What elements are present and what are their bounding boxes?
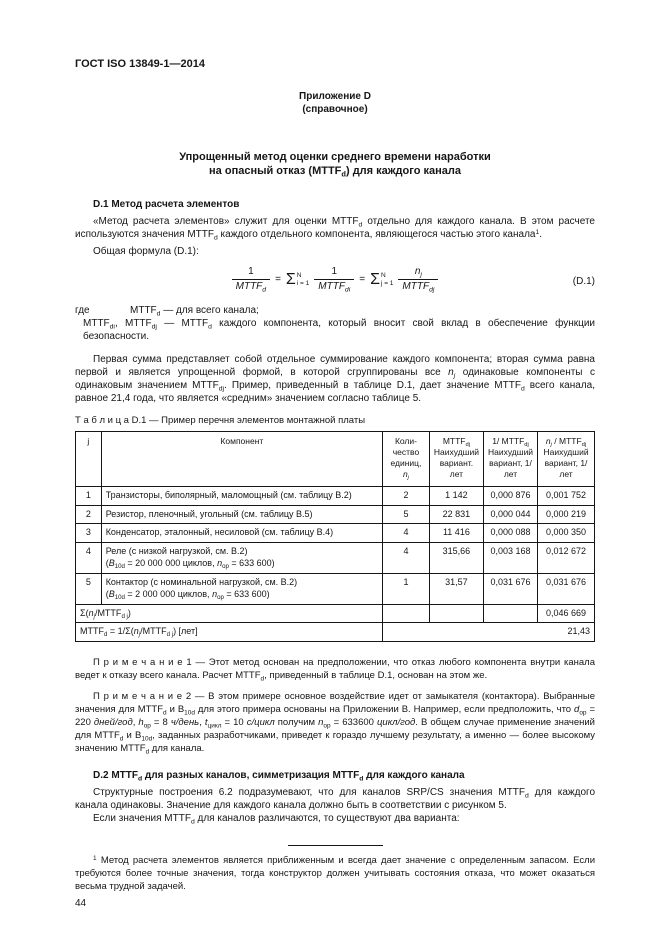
table-row: 5 Контактор (с номинальной нагрузкой, см. B.2) ($B_{10d} = 2$ 000 000 циклов, $n_{op} = 633$ 600) 1 31,57 0,031 676 0,031 676 [76,573,595,604]
section-d2-paragraph-2: Если значения $MTTF_d$ для каналов различаются, то существуют два варианта: [93,812,460,825]
components-table [75,431,595,642]
equals-sign: = [275,274,281,285]
formula-mid-fraction: $\frac{1}{MTTF_{di}}$ [314,266,354,293]
total-row-label: $MTTF_d$ = $1/\Sigma(n_j/MTTF_{d j})$ [лет] [76,623,383,642]
sum-operator-2: Σ N j = 1 [370,270,394,288]
table-total-row [76,623,595,642]
annex-label: Приложение D [299,91,371,102]
header-j: j [76,432,102,487]
header-quantity: Коли-чество единиц, $n_j$ [383,432,430,487]
doc-code: ГОСТ ISO 13849-1—2014 [75,58,205,70]
sum-row-label: $\Sigma(n_j/MTTF_{d j})$ [76,604,383,623]
table-row: 3 Конденсатор, эталонный, несиловой (см. таблицу B.4) 4 11 416 0,000 088 0,000 350 [76,524,595,543]
formula-lhs-fraction: $\frac{1}{MTTF_d}$ [232,266,270,293]
where-line-1: $MTTF_d$ — для всего канала; [130,305,259,318]
sigma-icon: Σ [285,270,296,288]
sum-operator-1: Σ N i = 1 [285,270,310,288]
formula-d1-expression [75,266,595,293]
formula-legend [75,304,595,343]
section-d1-paragraph-1: «Метод расчета элементов» служит для оценки $MTTF_d$ отдельно для каждого канала. В этом расчете используются значения $MTTF_d$ каждого отдельного компонента, являющегося частью этого канала$^1$. [75,216,595,242]
document-title [75,150,595,178]
section-d2-paragraph-1: Структурные построения 6.2 подразумевают, что для каналов SRP/CS значения $MTTF_d$ для каждого канала одинаковы. Значение для каждого канала должно быть в соответствии с рисунком 5. [75,786,595,811]
sigma-icon: Σ [370,270,380,288]
page-number: 44 [75,897,87,909]
note-2: П р и м е ч а н и е 2 — В этом примере основное воздействие идет от замыкателя (контактора). Выбранные значения для $MTTF_d$ и $B_{10d}$ для этого примера основаны на Приложении B. Например, если предположить, что $d_{op} = 220$ дней/год, $h_{op} = 8$ ч/день, $t_{цикл} = 10$ с/цикл получим $n_{op} = 633600$ цикл/год. В общем случае применение значений для $MTTF_d$ и $B_{10d}$, заданных разработчиками, приведет к гораздо лучшему результату, а именно — более высокому значению $MTTF_d$ для канала. [75,690,596,755]
formula-d1 [75,266,595,298]
header-mttf: $MTTF_{dj}$ Наихудший вариант. лет [429,432,483,487]
footnote-divider [288,845,383,846]
table-row: 4 Реле (с низкой нагрузкой, см. B.2) ($B_{10d} = 20$ 000 000 циклов, $n_{op} = 633$ 600) 4 315,66 0,003 168 0,012 672 [76,542,595,573]
footnote-text: $^1$ Метод расчета элементов является приближенным и всегда дает значение с определенным запасом. Если требуются более точные значения, тогда конструктор должен учитывать состояния отказа, что может оказаться весьма трудной задачей. [75,854,595,892]
table-row: 1 Транзисторы, биполярный, маломощный (см. таблицу B.2) 2 1 142 0,000 876 0,001 752 [76,487,595,506]
formula-number: (D.1) [572,276,595,287]
header-inv-mttf: 1/ $MTTF_{dj}$ Наихудший вариант, 1/лет [483,432,537,487]
section-d1-heading: D.1 Метод расчета элементов [93,199,240,210]
header-component: Компонент [101,432,382,487]
section-d1-paragraph-3: Первая сумма представляет собой отдельное суммирование каждого компонента; вторая сумма равна первой и является упрощенной формой, в которой сгруппированы все $n_j$ одинаковые компоненты с одинаковым значением $MTTF_{dj}$. Пример, приведенный в таблице D.1, дает значение $MTTF_d$ всего канала, равное 21,4 года, что является «средним» значением согласно таблице 5. [75,354,595,404]
annex-type: (справочное) [302,104,368,115]
equals-sign: = [359,274,366,285]
table-sum-row [76,604,595,623]
section-d2-heading: D.2 $MTTF_d$ для разных каналов, симметризация $MTTF_d$ для каждого канала [93,769,465,782]
section-d1-paragraph-2: Общая формула (D.1): [93,246,199,257]
formula-rhs-fraction: $\frac{n_j}{MTTF_{dj}}$ [398,266,438,293]
note-1: П р и м е ч а н и е 1 — Этот метод основан на предположении, что отказ любого компонента внутри канала ведет к отказу всего канала. Расчет $MTTF_d$, приведенный в таблице D.1, основан на этом же. [75,656,595,682]
where-intro: где [75,305,90,316]
document-title-line1: Упрощенный метод оценки среднего времени наработки [179,151,491,163]
table-caption: Т а б л и ц а D.1 — Пример перечня элементов монтажной платы [75,415,366,426]
table-header-row [76,432,595,487]
table-row: 2 Резистор, пленочный, угольный (см. таблицу B.5) 5 22 831 0,000 044 0,000 219 [76,505,595,524]
total-row-value: 21,43 [383,623,595,642]
document-title-line2: на опасный отказ $(MTTF_d)$ для каждого канала [209,165,461,179]
where-line-2: $MTTF_{di}$, $MTTF_{dj}$ — $MTTF_d$ каждого компонента, который вносит свой вклад в обеспечение функции безопасности. [83,318,596,342]
sum-row-value: 0,046 669 [538,604,595,623]
header-nj-mttf: $n_j$ / $MTTF_{dj}$ Наихудший вариант, 1/лет [538,432,595,487]
